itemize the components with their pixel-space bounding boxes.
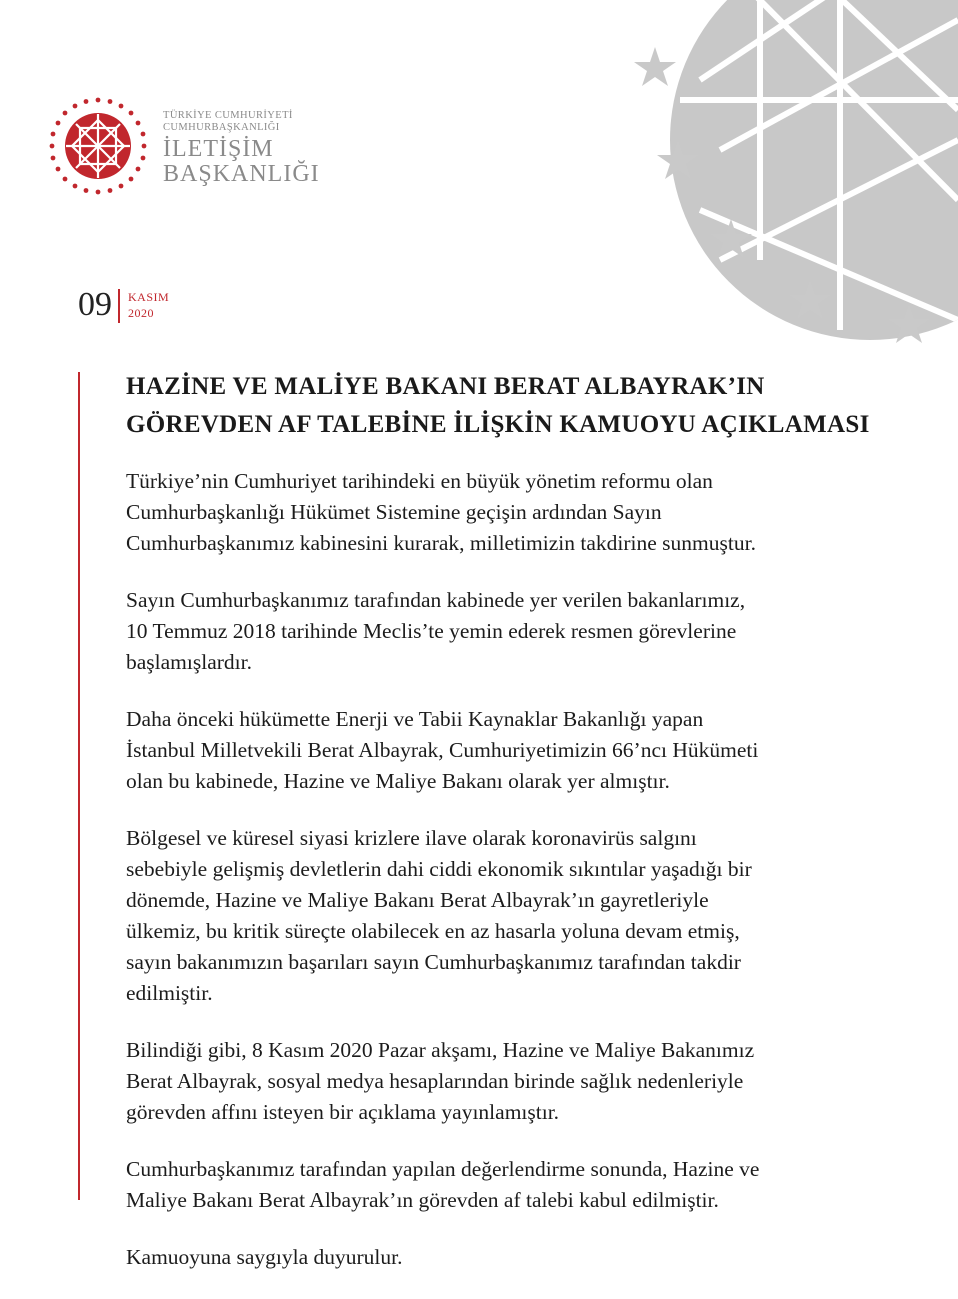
text-line: Bölgesel ve küresel siyasi krizlere ilave olarak koronavirüs salgını <box>126 826 697 850</box>
text-line: sayın bakanımızın başarıları sayın Cumhurbaşkanımız tarafından takdir <box>126 950 741 974</box>
paragraph-7 <box>126 1242 906 1273</box>
date-day: 09 <box>78 286 112 323</box>
date-year: 2020 <box>128 306 154 320</box>
title-line: GÖREVDEN AF TALEBİNE İLİŞKİN KAMUOYU AÇIKLAMASI <box>126 411 870 438</box>
logo-line-2: CUMHURBAŞKANLIĞI <box>163 122 280 133</box>
title-line: HAZİNE VE MALİYE BAKANI BERAT ALBAYRAK’IN <box>126 373 765 400</box>
text-line: Cumhurbaşkanımız kabinesini kurarak, milletimizin takdirine sunmuştur. <box>126 531 756 555</box>
statement-title <box>126 368 906 444</box>
text-line: başlamışlardır. <box>126 650 252 674</box>
text-line: edilmiştir. <box>126 981 213 1005</box>
text-line: olan bu kabinede, Hazine ve Maliye Bakanı olarak yer almıştır. <box>126 769 670 793</box>
date-divider <box>118 289 120 323</box>
decorative-circle-stars <box>0 0 958 400</box>
text-line: Cumhurbaşkanlığı Hükümet Sistemine geçişin ardından Sayın <box>126 500 662 524</box>
paragraph-4 <box>126 823 906 1009</box>
left-accent-rule <box>78 372 80 1200</box>
text-line: 10 Temmuz 2018 tarihinde Meclis’te yemin ederek resmen görevlerine <box>126 619 737 643</box>
paragraph-3 <box>126 704 906 797</box>
text-line: Bilindiği gibi, 8 Kasım 2020 Pazar akşamı, Hazine ve Maliye Bakanımız <box>126 1038 755 1062</box>
star-shape-1 <box>634 47 676 86</box>
text-line: sebebiyle gelişmiş devletlerin dahi ciddi ekonomik sıkıntılar yaşadığı bir <box>126 857 752 881</box>
statement-body <box>126 368 906 1299</box>
text-line: Cumhurbaşkanımız tarafından yapılan değerlendirme sonunda, Hazine ve <box>126 1157 760 1181</box>
text-line: Daha önceki hükümette Enerji ve Tabii Kaynaklar Bakanlığı yapan <box>126 707 704 731</box>
date-month: KASIM <box>128 290 170 304</box>
text-line: ülkemiz, bu kritik süreçte olabilecek en az hasarla yoluna devam etmiş, <box>126 919 740 943</box>
text-line: Türkiye’nin Cumhuriyet tarihindeki en büyük yönetim reformu olan <box>126 469 713 493</box>
text-line: Maliye Bakanı Berat Albayrak’ın görevden af talebi kabul edilmiştir. <box>126 1188 719 1212</box>
paragraph-1 <box>126 466 906 559</box>
paragraph-6 <box>126 1154 906 1216</box>
date-block <box>78 287 169 323</box>
logo-line-1: TÜRKİYE CUMHURİYETİ <box>163 110 293 121</box>
text-line: İstanbul Milletvekili Berat Albayrak, Cumhuriyetimizin 66’ncı Hükümeti <box>126 738 759 762</box>
paragraph-5 <box>126 1035 906 1128</box>
text-line: dönemde, Hazine ve Maliye Bakanı Berat Albayrak’ın gayretleriyle <box>126 888 709 912</box>
presidential-emblem-logo <box>48 96 148 196</box>
text-line: Berat Albayrak, sosyal medya hesaplarından birinde sağlık nedenleriyle <box>126 1069 744 1093</box>
text-line: Kamuoyuna saygıyla duyurulur. <box>126 1245 403 1269</box>
logo-line-4: BAŞKANLIĞI <box>163 161 320 187</box>
paragraph-2 <box>126 585 906 678</box>
logo-line-3: İLETİŞİM <box>163 136 274 162</box>
text-line: görevden affını isteyen bir açıklama yayınlamıştır. <box>126 1100 560 1124</box>
logo-text <box>163 110 320 187</box>
text-line: Sayın Cumhurbaşkanımız tarafından kabinede yer verilen bakanlarımız, <box>126 588 746 612</box>
